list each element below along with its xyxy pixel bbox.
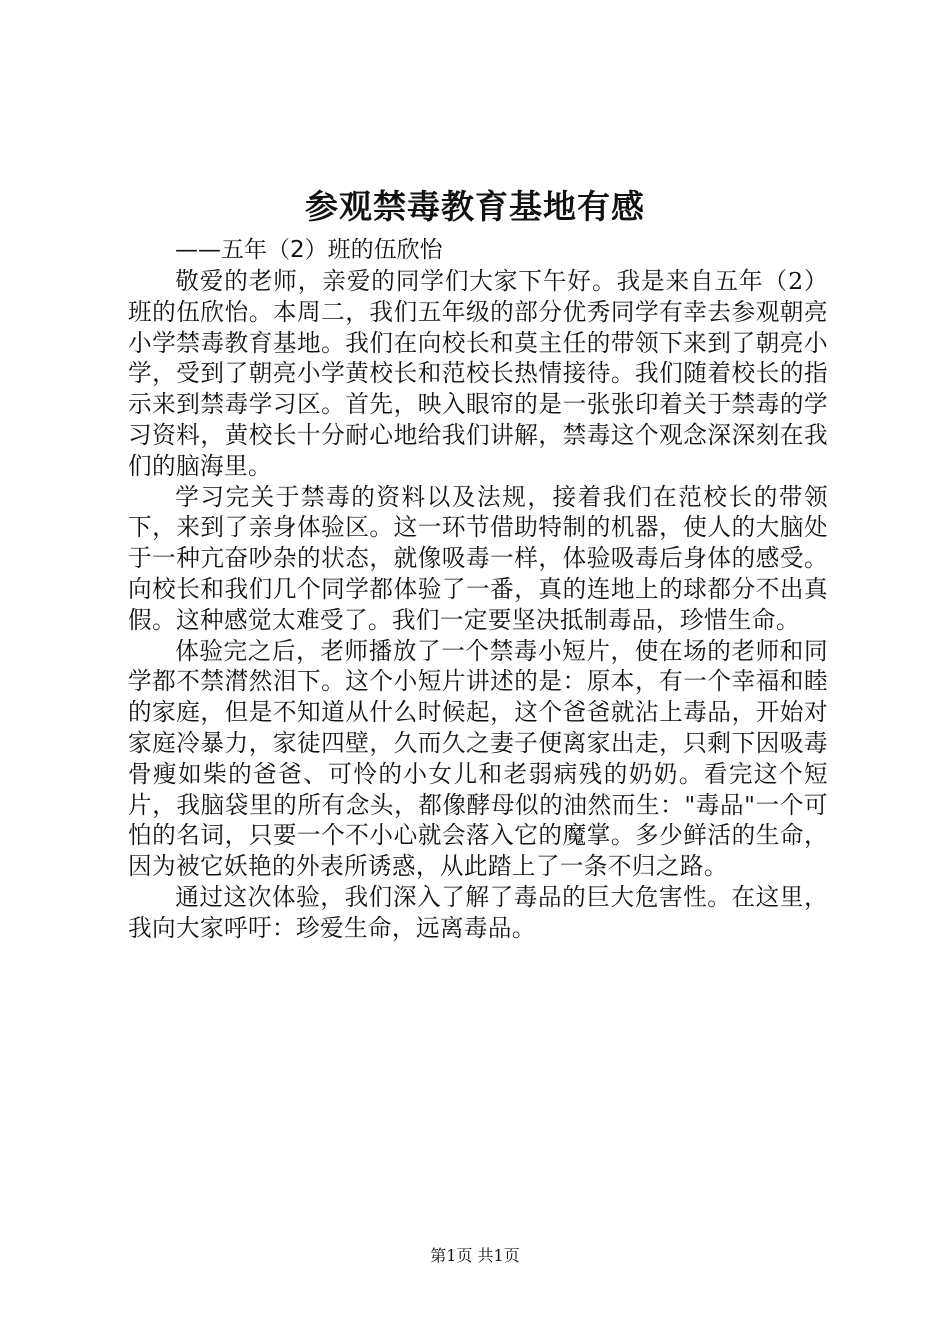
paragraph: 体验完之后，老师播放了一个禁毒小短片，使在场的老师和同学都不禁潸然泪下。这个小短片讲述的是：原本，有一个幸福和睦的家庭，但是不知道从什么时候起，这个爸爸就沾上毒品，开始对家庭冷暴力，家徒四壁，久而久之妻子便离家出走，只剩下因吸毒骨瘦如柴的爸爸、可怜的小女儿和老弱病残的奶奶。看完这个短片，我脑袋里的所有念头，都像酵母似的油然而生："毒品"一个可怕的名词，只要一个不小心就会落入它的魔掌。多少鲜活的生命，因为被它妖艳的外表所诱惑，从此踏上了一条不归之路。: [128, 636, 828, 881]
paragraph: 敬爱的老师，亲爱的同学们大家下午好。我是来自五年（2）班的伍欣怡。本周二，我们五年级的部分优秀同学有幸去参观朝亮小学禁毒教育基地。我们在向校长和莫主任的带领下来到了朝亮小学，受到了朝亮小学黄校长和范校长热情接待。我们随着校长的指示来到禁毒学习区。首先，映入眼帘的是一张张印着关于禁毒的学习资料，黄校长十分耐心地给我们讲解，禁毒这个观念深深刻在我们的脑海里。: [128, 267, 828, 480]
paragraph: 学习完关于禁毒的资料以及法规，接着我们在范校长的带领下，来到了亲身体验区。这一环节借助特制的机器，使人的大脑处于一种亢奋吵杂的状态，就像吸毒一样，体验吸毒后身体的感受。向校长和我们几个同学都体验了一番，真的连地上的球都分不出真假。这种感觉太难受了。我们一定要坚决抵制毒品，珍惜生命。: [128, 482, 828, 634]
document-body: [128, 266, 828, 944]
document-title: 参观禁毒教育基地有感: [305, 187, 645, 226]
author-byline: ——五年（2）班的伍欣怡: [175, 237, 443, 263]
page-footer: 第1页 共1页: [430, 1246, 520, 1265]
paragraph: 通过这次体验，我们深入了解了毒品的巨大危害性。在这里，我向大家呼吁：珍爱生命，远离毒品。: [128, 882, 828, 942]
